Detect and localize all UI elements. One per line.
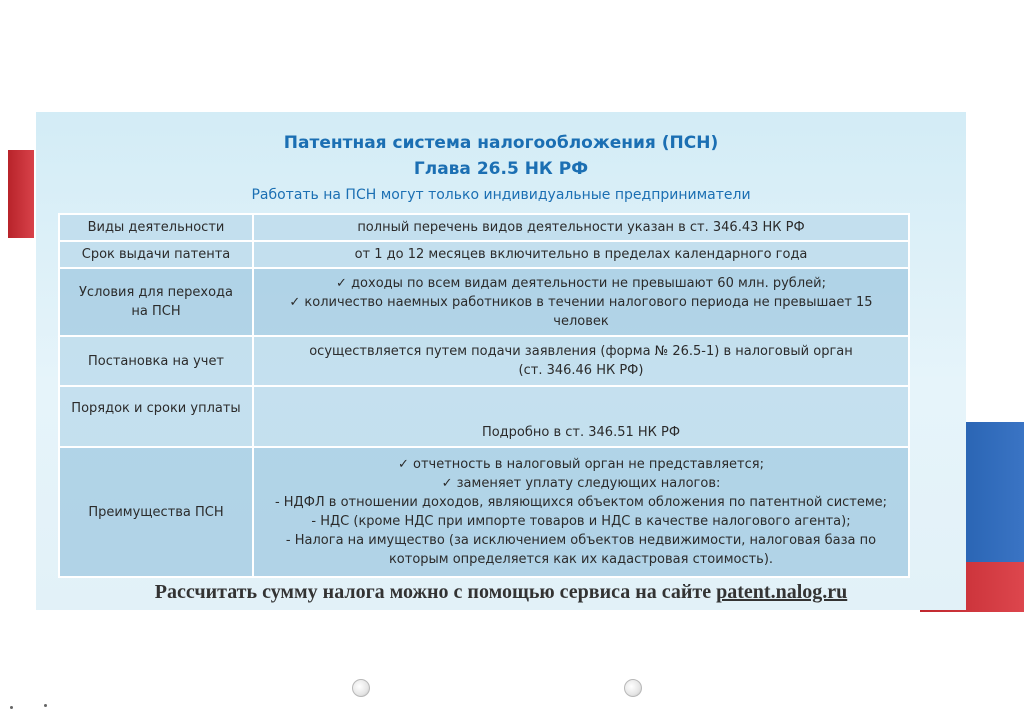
row-label: Преимущества ПСН (59, 447, 253, 577)
row-label (59, 268, 253, 336)
table-row (59, 447, 909, 577)
page-subtitle: Работать на ПСН могут только индивидуальные предприниматели (251, 187, 751, 203)
row-value (253, 447, 909, 577)
value-line: осуществляется путем подачи заявления (форма № 26.5-1) в налоговый орган (309, 344, 853, 359)
table-row (59, 214, 909, 241)
row-value (253, 214, 909, 241)
table-row (59, 241, 909, 268)
value-line: (ст. 346.46 НК РФ) (518, 363, 644, 378)
value-line: полный перечень видов деятельности указан в ст. 346.43 НК РФ (357, 220, 805, 235)
value-line: - Налога на имущество (за исключением объектов недвижимости, налоговая база по (285, 533, 877, 548)
value-line: - НДС (кроме НДС при импорте товаров и НДС в качестве налогового агента); (311, 514, 851, 529)
table-row (59, 268, 909, 336)
table-row (59, 386, 909, 447)
scan-speck (44, 704, 47, 707)
scan-speck (10, 706, 13, 709)
value-line: ✓ количество наемных работников в течении налогового периода не превышает 15 (289, 294, 873, 310)
psn-info-table (58, 213, 910, 578)
footer-note (36, 581, 966, 604)
value-line: ✓ заменяет уплату следующих налогов: (441, 476, 721, 491)
website-link[interactable]: patent.nalog.ru (716, 581, 848, 603)
row-label: Срок выдачи патента (59, 241, 253, 268)
row-value (253, 268, 909, 336)
punch-hole (352, 679, 370, 697)
punch-hole (624, 679, 642, 697)
label-line: Условия для перехода (79, 285, 233, 300)
value-line: человек (553, 313, 609, 329)
table-row (59, 336, 909, 386)
row-value (253, 336, 909, 386)
value-line: Подробно в ст. 346.51 НК РФ (481, 425, 681, 440)
row-label: Виды деятельности (59, 214, 253, 241)
row-label: Порядок и сроки уплаты (59, 386, 253, 447)
value-line: которым определяется как их кадастровая стоимость). (388, 552, 774, 567)
value-line: от 1 до 12 месяцев включительно в пределах календарного года (354, 247, 808, 262)
value-line: - НДФЛ в отношении доходов, являющихся объектом обложения по патентной системе; (274, 495, 888, 510)
row-value (253, 241, 909, 268)
value-line: ✓ отчетность в налоговый орган не представляется; (398, 457, 764, 472)
value-line: ✓ доходы по всем видам деятельности не превышают 60 млн. рублей; (336, 275, 826, 291)
footer-text: Рассчитать сумму налога можно с помощью сервиса на сайте (154, 581, 712, 603)
page-title: Патентная система налогообложения (ПСН) (283, 133, 719, 153)
row-value (253, 386, 909, 447)
row-label: Постановка на учет (59, 336, 253, 386)
chapter-title: Глава 26.5 НК РФ (413, 159, 589, 179)
red-side-stripe (8, 150, 34, 238)
label-line: на ПСН (131, 304, 181, 319)
